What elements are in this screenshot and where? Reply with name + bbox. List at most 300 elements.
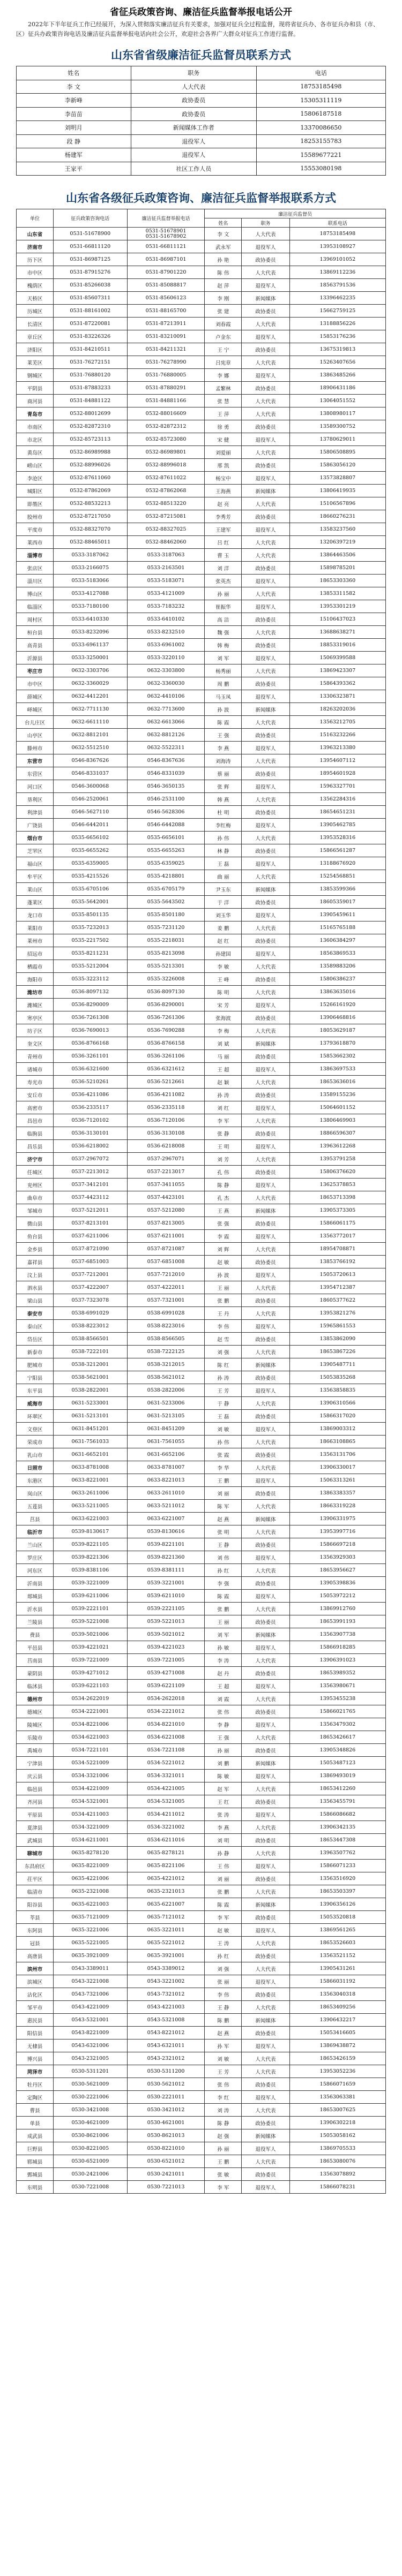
table-row: [17, 2181, 386, 2194]
cell-supervisor-phone: 13206397219: [289, 536, 385, 549]
cell-report-phone: 0532-85723080: [127, 433, 205, 446]
cell-unit: 高唐县: [17, 1950, 54, 1962]
cell-supervisor-name: 孙 敏: [205, 1641, 242, 1654]
cell-report-phone: 0534-4211012: [127, 1808, 205, 1821]
table-row: [17, 1076, 386, 1089]
cell-supervisor-name: 王 静: [205, 2001, 242, 2014]
cell-supervisor-position: 退役军人: [242, 2091, 290, 2104]
cell-unit: 海阳市: [17, 973, 54, 986]
cell-supervisor-position: 退役军人: [242, 600, 290, 613]
cell-unit: 临淄区: [17, 600, 54, 613]
cell-supervisor-phone: 15266161920: [289, 999, 385, 1011]
prov-table-title: 山东省省级廉洁征兵监督员联系方式: [111, 48, 291, 62]
cell-supervisor-name: 蔡 丽: [205, 767, 242, 780]
cell-supervisor-phone: 18663108865: [289, 1436, 385, 1448]
cell-unit: 济南市: [17, 240, 54, 253]
table-row: [17, 148, 386, 162]
cell-supervisor-name: 陈 霞: [205, 1898, 242, 1911]
cell-supervisor-name: 刘海涛: [205, 754, 242, 767]
header-phone: 电话: [256, 66, 385, 80]
table-row: [17, 1872, 386, 1885]
cell-report-phone: 0534-5221012: [127, 1757, 205, 1770]
cell-supervisor-name: 孙 丽: [205, 2142, 242, 2155]
cell-supervisor-position: 人大代表: [242, 1024, 290, 1037]
cell-report-phone: 0535-6656101: [127, 832, 205, 844]
cell-supervisor-phone: 18853319016: [289, 639, 385, 652]
cell-supervisor-name: 刘 军: [205, 652, 242, 664]
cell-supervisor-position: 政协委员: [242, 677, 290, 690]
cell-supervisor-phone: 15053720613: [289, 1268, 385, 1281]
cell-supervisor-phone: 15963327701: [289, 780, 385, 793]
cell-supervisor-name: 高 洁: [205, 613, 242, 626]
cell-supervisor-position: 退役军人: [242, 780, 290, 793]
cell-supervisor-phone: 13563063381: [289, 2091, 385, 2104]
cell-supervisor-name: 于 静: [205, 1397, 242, 1410]
cell-supervisor-phone: 15866697218: [289, 1538, 385, 1551]
cell-supervisor-phone: 18653636016: [289, 1076, 385, 1089]
cell-consult-phone: 0535-6656102: [53, 832, 127, 844]
cell-supervisor-position: 人大代表: [242, 832, 290, 844]
table-row: [17, 2168, 386, 2181]
cell-report-phone: 0532-88513220: [127, 497, 205, 510]
cell-supervisor-phone: 13853766192: [289, 1256, 385, 1268]
cell-unit: 钢城区: [17, 369, 54, 382]
cell-supervisor-position: 退役军人: [242, 1474, 290, 1487]
table-row: [17, 94, 386, 108]
cell-supervisor-name: 刘春霞: [205, 318, 242, 330]
table-row: [17, 472, 386, 485]
cell-unit: 台儿庄区: [17, 716, 54, 729]
cell-supervisor-name: 陈 静: [205, 1179, 242, 1191]
cell-report-phone: 0635-8221106: [127, 1860, 205, 1872]
cell-supervisor-position: 退役军人: [242, 1063, 290, 1076]
cell-unit: 鄄城县: [17, 2168, 54, 2181]
cell-report-phone: 0632-7713600: [127, 703, 205, 716]
cell-supervisor-name: 陈 红: [205, 1358, 242, 1371]
cell-report-phone: 0531-86987101: [127, 253, 205, 266]
cell-supervisor-name: 孙 波: [205, 703, 242, 716]
cell-consult-phone: 0532-86989988: [53, 446, 127, 459]
cell-report-phone: 0536-6321612: [127, 1063, 205, 1076]
cell-report-phone: 0534-6211016: [127, 1834, 205, 1847]
cell-consult-phone: 0532-87217050: [53, 510, 127, 523]
cell-supervisor-phone: 15053416605: [289, 2027, 385, 2039]
cell-unit: 山亭区: [17, 729, 54, 742]
cell-report-phone: 0530-5621012: [127, 2078, 205, 2091]
cell-unit: 青州市: [17, 1050, 54, 1063]
table-row: [17, 819, 386, 832]
cell-report-phone: 0533-2163501: [127, 562, 205, 575]
cell-report-phone: 0543-5321008: [127, 2014, 205, 2027]
cell-report-phone: 0533-6410102: [127, 613, 205, 626]
cell-supervisor-position: 政协委员: [242, 1615, 290, 1628]
cell-supervisor-position: 退役军人: [242, 1860, 290, 1872]
cell-supervisor-name: 陈 敏: [205, 1770, 242, 1782]
cell-supervisor-name: 王 磊: [205, 857, 242, 870]
table-row: [17, 1114, 386, 1127]
cell-report-phone: 0533-5183071: [127, 575, 205, 587]
cell-supervisor-phone: 18563869533: [289, 947, 385, 960]
cell-report-phone: 0632-6613066: [127, 716, 205, 729]
cell-supervisor-name: 李 娜: [205, 369, 242, 382]
prov-cell-name: 李苗苗: [17, 107, 131, 121]
table-row: [17, 266, 386, 279]
cell-report-phone: 0632-8812126: [127, 729, 205, 742]
header-report-phone: 廉洁征兵监督举报电话: [127, 209, 205, 228]
cell-report-phone: 0543-6321011: [127, 2039, 205, 2052]
cell-consult-phone: 0539-4271012: [53, 1667, 127, 1680]
cell-supervisor-name: 王 涛: [205, 1937, 242, 1950]
table-row: [17, 134, 386, 148]
cell-supervisor-position: 退役军人: [242, 819, 290, 832]
cell-supervisor-position: 政协委员: [242, 459, 290, 472]
cell-report-phone: 0633-5211012: [127, 1500, 205, 1513]
table-row: [17, 1037, 386, 1050]
table-row: [17, 600, 386, 613]
table-row: [17, 716, 386, 729]
cell-supervisor-position: 新闻媒体: [242, 1037, 290, 1050]
cell-unit: 临邑县: [17, 1782, 54, 1795]
cell-consult-phone: 0536-4211086: [53, 1089, 127, 1101]
county-table-title: 山东省各级征兵政策咨询、廉洁征兵监督举报联系方式: [66, 191, 336, 205]
table-row: [17, 1101, 386, 1114]
cell-report-phone: 0537-3411055: [127, 1179, 205, 1191]
cell-unit: 荣成市: [17, 1436, 54, 1448]
cell-supervisor-phone: 18906431186: [289, 382, 385, 395]
cell-consult-phone: 0543-3221008: [53, 1975, 127, 1988]
cell-supervisor-name: 赵 红: [205, 934, 242, 947]
cell-supervisor-phone: 15864393362: [289, 677, 385, 690]
cell-supervisor-position: 退役军人: [242, 1268, 290, 1281]
cell-consult-phone: 0532-82872310: [53, 420, 127, 433]
cell-supervisor-name: 孙建国: [205, 947, 242, 960]
prov-cell-phone: 13370086650: [256, 121, 385, 135]
cell-unit: 陵城区: [17, 1718, 54, 1731]
cell-consult-phone: 0534-2221001: [53, 1705, 127, 1718]
cell-supervisor-position: 政协委员: [242, 420, 290, 433]
table-row: [17, 1937, 386, 1950]
cell-consult-phone: 0632-3303706: [53, 664, 127, 677]
cell-unit: 兖州区: [17, 1179, 54, 1191]
cell-supervisor-name: 刘玉华: [205, 909, 242, 921]
cell-report-phone: 0534-2622018: [127, 1693, 205, 1705]
cell-report-phone: 0530-2421011: [127, 2168, 205, 2181]
cell-unit: 嘉祥县: [17, 1256, 54, 1268]
cell-supervisor-name: 王 萍: [205, 407, 242, 420]
table-row: [17, 433, 386, 446]
cell-unit: 东平县: [17, 1384, 54, 1397]
cell-supervisor-phone: 15053972212: [289, 1590, 385, 1603]
cell-report-phone: 0631-8451209: [127, 1423, 205, 1436]
cell-supervisor-name: 宋 芳: [205, 999, 242, 1011]
cell-supervisor-name: 李 霞: [205, 1230, 242, 1243]
table-row: [17, 1140, 386, 1153]
table-row: [17, 549, 386, 562]
cell-supervisor-position: 人大代表: [242, 1500, 290, 1513]
cell-unit: 张店区: [17, 562, 54, 575]
cell-supervisor-name: 张英杰: [205, 575, 242, 587]
cell-supervisor-phone: 13906331975: [289, 1513, 385, 1525]
cell-consult-phone: 0531-66811120: [53, 240, 127, 253]
cell-supervisor-name: 李 军: [205, 1911, 242, 1924]
cell-report-phone: 0635-4221012: [127, 1872, 205, 1885]
cell-supervisor-position: 退役军人: [242, 575, 290, 587]
prov-cell-position: 社区工作人员: [131, 162, 256, 176]
cell-report-phone: 0539-6221109: [127, 1680, 205, 1693]
table-row: [17, 446, 386, 459]
cell-supervisor-name: 赵 燕: [205, 2027, 242, 2039]
cell-consult-phone: 0534-5321001: [53, 1795, 127, 1808]
cell-unit: 昌乐县: [17, 1140, 54, 1153]
cell-unit: 蒙阴县: [17, 1667, 54, 1680]
cell-supervisor-phone: 18653412260: [289, 1782, 385, 1795]
cell-unit: 莱芜区: [17, 356, 54, 369]
table-row: [17, 1885, 386, 1898]
cell-consult-phone: 0536-8097132: [53, 986, 127, 999]
cell-supervisor-position: 人大代表: [242, 870, 290, 883]
cell-supervisor-name: 孙 涛: [205, 1089, 242, 1101]
cell-supervisor-name: 张 静: [205, 1127, 242, 1140]
cell-consult-phone: 0546-2520061: [53, 793, 127, 806]
table-row: [17, 485, 386, 497]
cell-supervisor-phone: 15165765188: [289, 921, 385, 934]
cell-supervisor-position: 政协委员: [242, 844, 290, 857]
cell-supervisor-name: 杨秀丽: [205, 664, 242, 677]
cell-supervisor-position: 人大代表: [242, 587, 290, 600]
cell-supervisor-position: 人大代表: [242, 921, 290, 934]
cell-unit: 高青县: [17, 639, 54, 652]
cell-supervisor-name: 刘 洋: [205, 562, 242, 575]
cell-supervisor-phone: 13953997716: [289, 1525, 385, 1538]
table-row: [17, 1307, 386, 1320]
cell-supervisor-name: 张 涛: [205, 1808, 242, 1821]
cell-supervisor-position: 政协委员: [242, 1089, 290, 1101]
table-row: [17, 1718, 386, 1731]
table-row: [17, 121, 386, 135]
cell-supervisor-phone: 13905462785: [289, 819, 385, 832]
cell-supervisor-name: 王 强: [205, 1731, 242, 1744]
cell-supervisor-name: 崔振华: [205, 600, 242, 613]
cell-consult-phone: 0632-5512510: [53, 742, 127, 754]
cell-unit: 罗庄区: [17, 1551, 54, 1564]
table-row: [17, 1436, 386, 1448]
cell-supervisor-phone: 13863485266: [289, 369, 385, 382]
cell-supervisor-name: 李 文: [205, 228, 242, 240]
cell-unit: 莘县: [17, 1911, 54, 1924]
cell-supervisor-position: 政协委员: [242, 1795, 290, 1808]
cell-supervisor-name: 孙 红: [205, 1564, 242, 1577]
cell-supervisor-name: 王 芳: [205, 2065, 242, 2078]
cell-supervisor-name: 陈 霞: [205, 1590, 242, 1603]
cell-supervisor-phone: 18653426159: [289, 2052, 385, 2065]
cell-supervisor-position: 退役军人: [242, 240, 290, 253]
table-row: [17, 2142, 386, 2155]
cell-supervisor-position: 政协委员: [242, 382, 290, 395]
cell-supervisor-phone: 13563907738: [289, 1628, 385, 1641]
cell-report-phone: 0534-5321005: [127, 1795, 205, 1808]
table-row: [17, 1461, 386, 1474]
cell-supervisor-position: 新闻媒体: [242, 2129, 290, 2142]
cell-supervisor-name: 赵 强: [205, 2129, 242, 2142]
cell-unit: 临沭县: [17, 1680, 54, 1693]
cell-supervisor-position: 退役军人: [242, 1590, 290, 1603]
cell-report-phone: 0537-7321001: [127, 1294, 205, 1307]
table-row: [17, 1962, 386, 1975]
cell-consult-phone: 0633-6221003: [53, 1513, 127, 1525]
table-row: [17, 909, 386, 921]
cell-consult-phone: 0534-6211001: [53, 1834, 127, 1847]
cell-report-phone: 0536-5212661: [127, 1076, 205, 1089]
cell-supervisor-phone: 18954708871: [289, 1243, 385, 1256]
cell-supervisor-phone: 13905373305: [289, 1204, 385, 1217]
cell-supervisor-position: 人大代表: [242, 1153, 290, 1166]
cell-unit: 峄城区: [17, 703, 54, 716]
cell-supervisor-phone: 13869003312: [289, 1423, 385, 1436]
cell-supervisor-name: 孙 红: [205, 1950, 242, 1962]
cell-consult-phone: 0534-6221003: [53, 1731, 127, 1744]
cell-unit: 寿光市: [17, 1076, 54, 1089]
cell-consult-phone: 0530-4621009: [53, 2117, 127, 2129]
cell-unit: 乐陵市: [17, 1731, 54, 1744]
cell-supervisor-phone: 13864463506: [289, 549, 385, 562]
cell-supervisor-position: 政协委员: [242, 1333, 290, 1346]
cell-supervisor-name: 李 强: [205, 1577, 242, 1590]
cell-supervisor-position: 政协委员: [242, 1834, 290, 1847]
cell-consult-phone: 0538-5621001: [53, 1371, 127, 1384]
cell-consult-phone: 0534-3221009: [53, 1821, 127, 1834]
cell-unit: 枣庄市: [17, 664, 54, 677]
cell-report-phone: 0543-7321012: [127, 1988, 205, 2001]
table-row: [17, 754, 386, 767]
cell-supervisor-name: 李 涛: [205, 1654, 242, 1667]
cell-report-phone: 0536-3130108: [127, 1127, 205, 1140]
cell-supervisor-name: 陈 明: [205, 986, 242, 999]
header-position: 职务: [131, 66, 256, 80]
cell-unit: 沂南县: [17, 1577, 54, 1590]
cell-unit: 济阳区: [17, 343, 54, 356]
cell-report-phone: 0631-7561055: [127, 1436, 205, 1448]
cell-report-phone: 0534-4221005: [127, 1782, 205, 1795]
cell-supervisor-name: 吕 红: [205, 536, 242, 549]
cell-report-phone: 0532-88016609: [127, 407, 205, 420]
cell-supervisor-phone: 15053520818: [289, 1911, 385, 1924]
cell-unit: 茌平区: [17, 1872, 54, 1885]
cell-unit: 山东省: [17, 228, 54, 240]
cell-consult-phone: 0535-3223112: [53, 973, 127, 986]
cell-report-phone: 0532-87215081: [127, 510, 205, 523]
cell-supervisor-phone: 13869493019: [289, 1770, 385, 1782]
cell-supervisor-phone: 18653991193: [289, 1615, 385, 1628]
cell-unit: 无棣县: [17, 2039, 54, 2052]
cell-consult-phone: 0635-8278120: [53, 1847, 127, 1860]
cell-supervisor-phone: 15806508895: [289, 446, 385, 459]
cell-unit: 东昌府区: [17, 1860, 54, 1872]
cell-report-phone: 0537-6851008: [127, 1256, 205, 1268]
cell-supervisor-position: 退役军人: [242, 690, 290, 703]
cell-consult-phone: 0531-86987125: [53, 253, 127, 266]
cell-consult-phone: 0536-2335117: [53, 1101, 127, 1114]
table-row: [17, 2091, 386, 2104]
table-row: [17, 677, 386, 690]
cell-supervisor-position: 政协委员: [242, 896, 290, 909]
cell-unit: 槐荫区: [17, 279, 54, 292]
cell-unit: 环翠区: [17, 1410, 54, 1423]
table-row: [17, 1513, 386, 1525]
cell-report-phone: 0536-8766158: [127, 1037, 205, 1050]
cell-supervisor-position: 退役军人: [242, 1718, 290, 1731]
cell-supervisor-position: 人大代表: [242, 1436, 290, 1448]
cell-supervisor-name: 张 鹏: [205, 1294, 242, 1307]
table-row: [17, 1680, 386, 1693]
cell-supervisor-phone: 13863635016: [289, 986, 385, 999]
cell-consult-phone: 0537-6851003: [53, 1256, 127, 1268]
cell-report-phone: 0537-2967071: [127, 1153, 205, 1166]
cell-supervisor-name: 林 静: [205, 844, 242, 857]
table-row: [17, 1860, 386, 1872]
cell-consult-phone: 0635-3221006: [53, 1924, 127, 1937]
table-row: [17, 1268, 386, 1281]
cell-supervisor-name: 李 华: [205, 1461, 242, 1474]
cell-unit: 汶上县: [17, 1268, 54, 1281]
cell-supervisor-phone: 13906342135: [289, 1821, 385, 1834]
cell-consult-phone: 0632-6611110: [53, 716, 127, 729]
cell-report-phone: 0539-5021012: [127, 1628, 205, 1641]
cell-supervisor-phone: 18263202036: [289, 703, 385, 716]
table-row: [17, 2065, 386, 2078]
cell-supervisor-name: 王 丹: [205, 1307, 242, 1320]
cell-supervisor-name: 赵 亮: [205, 497, 242, 510]
cell-supervisor-name: 王 芳: [205, 1384, 242, 1397]
prov-cell-name: 段 静: [17, 134, 131, 148]
cell-supervisor-phone: 13563516920: [289, 1872, 385, 1885]
cell-unit: 龙口市: [17, 909, 54, 921]
cell-report-phone: 0535-6705179: [127, 883, 205, 896]
cell-supervisor-name: 王 丽: [205, 1615, 242, 1628]
table-row: [17, 318, 386, 330]
cell-supervisor-position: 退役军人: [242, 1680, 290, 1693]
cell-supervisor-name: 李 刚: [205, 292, 242, 305]
cell-supervisor-phone: 13863697533: [289, 1063, 385, 1076]
cell-report-phone: 0543-4221003: [127, 2001, 205, 2014]
cell-report-phone: 0536-4211082: [127, 1089, 205, 1101]
cell-supervisor-position: 人大代表: [242, 1847, 290, 1860]
cell-unit: 薛城区: [17, 690, 54, 703]
cell-unit: 泰安市: [17, 1307, 54, 1320]
cell-consult-phone: 0535-6359005: [53, 857, 127, 870]
cell-supervisor-position: 新闻媒体: [242, 485, 290, 497]
cell-report-phone: 0546-8367636: [127, 754, 205, 767]
cell-supervisor-name: 刘 红: [205, 1101, 242, 1114]
cell-report-phone: 0635-7121012: [127, 1911, 205, 1924]
cell-supervisor-name: 王 静: [205, 1538, 242, 1551]
cell-consult-phone: 0536-8290009: [53, 999, 127, 1011]
cell-supervisor-position: 政协委员: [242, 1011, 290, 1024]
cell-unit: 微山县: [17, 1217, 54, 1230]
cell-unit: 黄岛区: [17, 446, 54, 459]
cell-consult-phone: 0530-5621009: [53, 2078, 127, 2091]
cell-unit: 寒亭区: [17, 1011, 54, 1024]
cell-report-phone: 0635-2321013: [127, 1885, 205, 1898]
cell-supervisor-position: 退役军人: [242, 1320, 290, 1333]
cell-supervisor-phone: 13563858835: [289, 1384, 385, 1397]
cell-unit: 青岛市: [17, 407, 54, 420]
cell-supervisor-phone: 13808980117: [289, 407, 385, 420]
table-row: [17, 240, 386, 253]
cell-supervisor-position: 政协委员: [242, 1872, 290, 1885]
cell-supervisor-name: 张海波: [205, 1011, 242, 1024]
cell-supervisor-position: 人大代表: [242, 986, 290, 999]
table-row: [17, 279, 386, 292]
